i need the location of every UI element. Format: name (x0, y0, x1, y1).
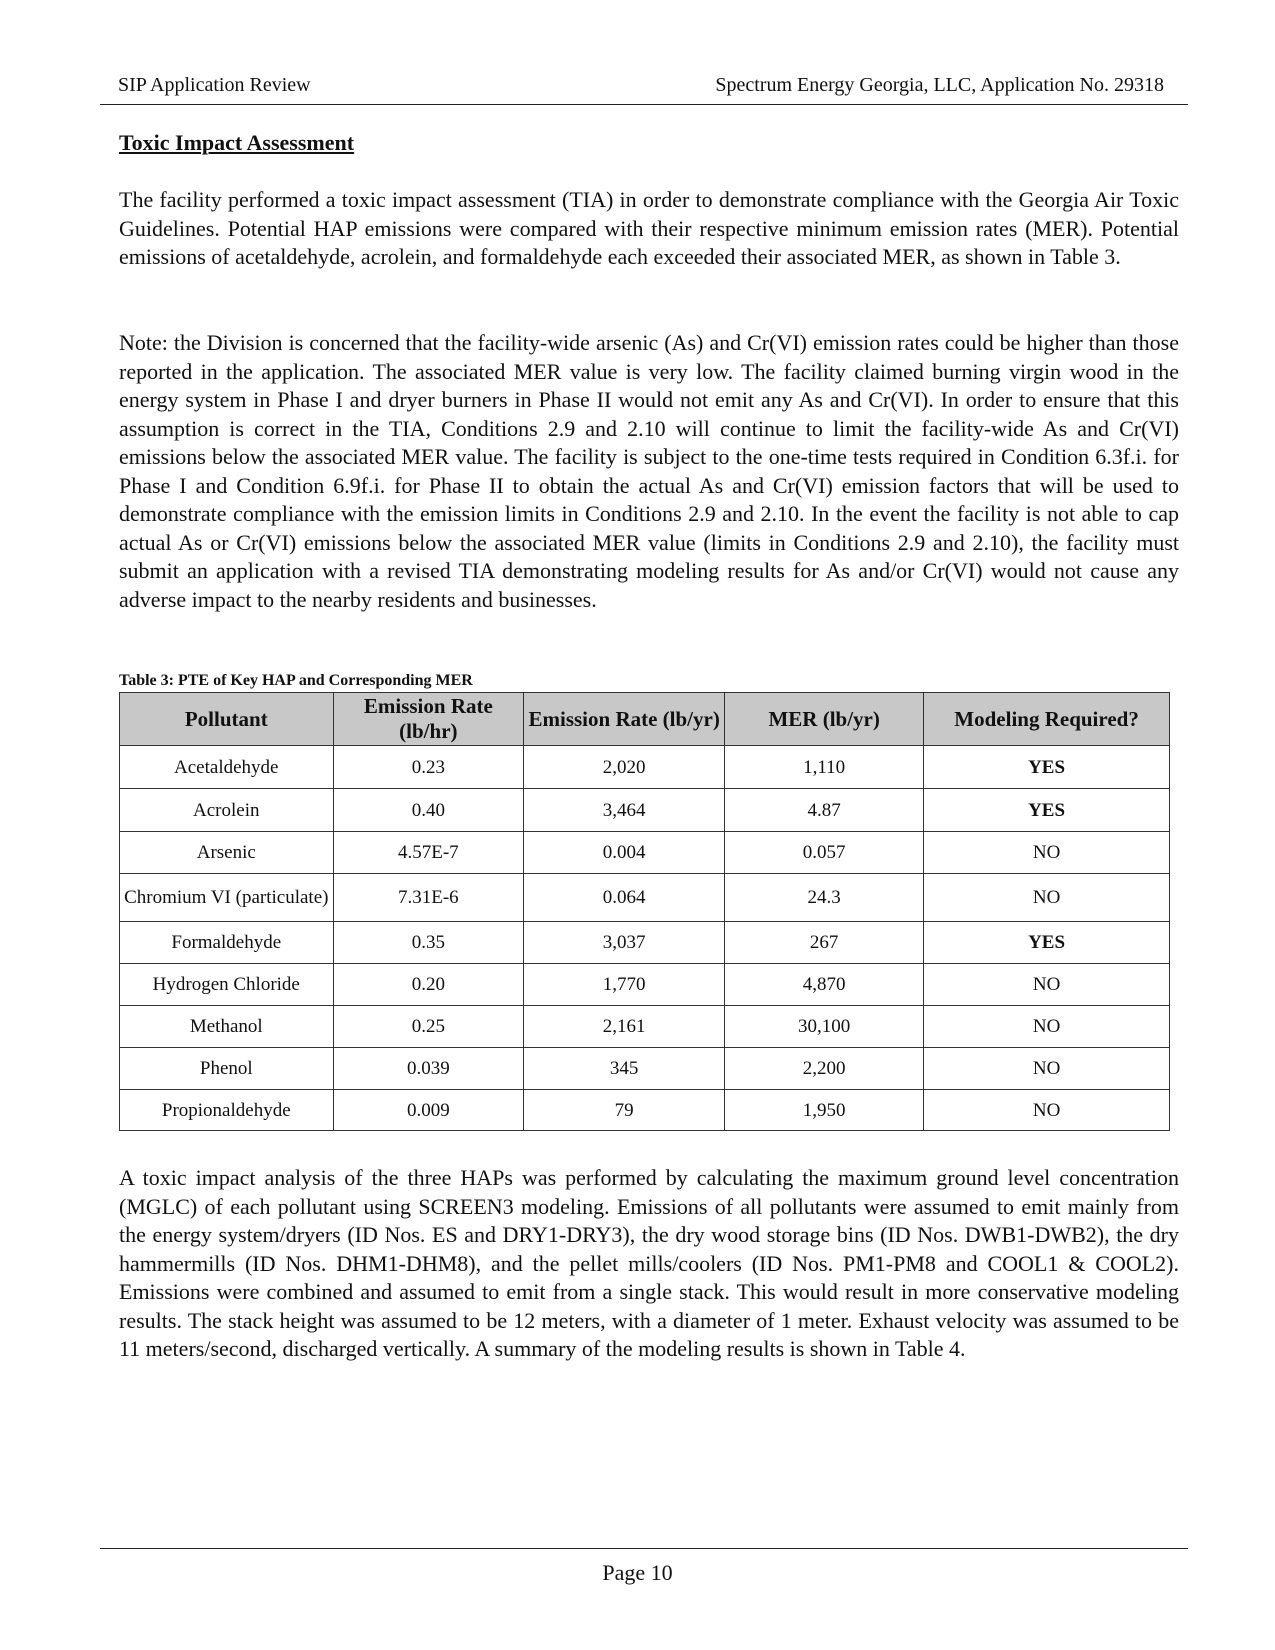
footer-divider (100, 1548, 1188, 1549)
page-number: Page 10 (602, 1560, 673, 1585)
cell-emission-lbyr: 3,037 (524, 922, 725, 964)
table-row (120, 1090, 1170, 1131)
cell-pollutant: Hydrogen Chloride (120, 964, 334, 1006)
cell-emission-lbhr: 0.20 (333, 964, 524, 1006)
cell-modeling-required: NO (924, 964, 1170, 1006)
cell-emission-lbyr: 0.064 (524, 874, 725, 922)
cell-pollutant: Methanol (120, 1006, 334, 1048)
cell-mer: 30,100 (725, 1006, 924, 1048)
cell-modeling-required: NO (924, 1090, 1170, 1131)
cell-pollutant: Formaldehyde (120, 922, 334, 964)
cell-pollutant: Acetaldehyde (120, 746, 334, 789)
col-header-emission-rate-lbhr: Emission Rate (lb/hr) (333, 693, 524, 746)
cell-emission-lbyr: 79 (524, 1090, 725, 1131)
cell-modeling-required: YES (924, 922, 1170, 964)
table-caption: Table 3: PTE of Key HAP and Corresponding MER (119, 672, 473, 689)
cell-emission-lbyr: 0.004 (524, 832, 725, 874)
table-row (120, 874, 1170, 922)
page-header (100, 74, 1188, 105)
cell-modeling-required: NO (924, 1006, 1170, 1048)
cell-emission-lbhr: 0.039 (333, 1048, 524, 1090)
cell-emission-lbhr: 4.57E-7 (333, 832, 524, 874)
cell-mer: 2,200 (725, 1048, 924, 1090)
cell-modeling-required: NO (924, 832, 1170, 874)
cell-modeling-required: YES (924, 746, 1170, 789)
cell-emission-lbyr: 345 (524, 1048, 725, 1090)
col-header-pollutant: Pollutant (120, 693, 334, 746)
header-application-number: Spectrum Energy Georgia, LLC, Application No. 29318 (715, 74, 1164, 96)
cell-modeling-required: NO (924, 1048, 1170, 1090)
cell-emission-lbyr: 1,770 (524, 964, 725, 1006)
cell-emission-lbyr: 2,161 (524, 1006, 725, 1048)
paragraph-division-note: Note: the Division is concerned that the facility-wide arsenic (As) and Cr(VI) emission rates could be higher than those reported in the application. The associated MER value is very low. The facility claimed burning virgin wood in the energy system in Phase I and dryer burners in Phase II would not emit any As and Cr(VI). In order to ensure that this assumption is correct in the TIA, Conditions 2.9 and 2.10 will continue to limit the facility-wide As and Cr(VI) emissions below the associated MER value. The facility is subject to the one-time tests required in Condition 6.3f.i. for Phase I and Condition 6.9f.i. for Phase II to obtain the actual As and Cr(VI) emission factors that will be used to demonstrate compliance with the emission limits in Conditions 2.9 and 2.10. In the event the facility is not able to cap actual As or Cr(VI) emissions below the associated MER value (limits in Conditions 2.9 and 2.10), the facility must submit an application with a revised TIA demonstrating modeling results for As and/or Cr(VI) would not cause any adverse impact to the nearby residents and businesses. (119, 330, 1179, 612)
table-row (120, 789, 1170, 832)
hap-mer-table (119, 692, 1170, 1131)
col-header-emission-rate-lbyr: Emission Rate (lb/yr) (524, 693, 725, 746)
cell-pollutant: Chromium VI (particulate) (120, 874, 334, 922)
table-row (120, 1048, 1170, 1090)
cell-mer: 1,950 (725, 1090, 924, 1131)
table-row (120, 922, 1170, 964)
cell-pollutant: Arsenic (120, 832, 334, 874)
table-row (120, 964, 1170, 1006)
cell-emission-lbyr: 3,464 (524, 789, 725, 832)
cell-emission-lbyr: 2,020 (524, 746, 725, 789)
table-row (120, 1006, 1170, 1048)
cell-mer: 4.87 (725, 789, 924, 832)
cell-modeling-required: NO (924, 874, 1170, 922)
col-header-modeling-required: Modeling Required? (924, 693, 1170, 746)
table-header-row (120, 693, 1170, 746)
table-row (120, 746, 1170, 789)
col-header-mer: MER (lb/yr) (725, 693, 924, 746)
cell-mer: 0.057 (725, 832, 924, 874)
header-document-title: SIP Application Review (118, 74, 311, 96)
cell-pollutant: Phenol (120, 1048, 334, 1090)
cell-emission-lbhr: 0.23 (333, 746, 524, 789)
cell-pollutant: Propionaldehyde (120, 1090, 334, 1131)
cell-mer: 4,870 (725, 964, 924, 1006)
cell-mer: 1,110 (725, 746, 924, 789)
cell-mer: 267 (725, 922, 924, 964)
cell-emission-lbhr: 0.009 (333, 1090, 524, 1131)
cell-emission-lbhr: 7.31E-6 (333, 874, 524, 922)
cell-mer: 24.3 (725, 874, 924, 922)
cell-modeling-required: YES (924, 789, 1170, 832)
cell-emission-lbhr: 0.40 (333, 789, 524, 832)
table-row (120, 832, 1170, 874)
cell-emission-lbhr: 0.35 (333, 922, 524, 964)
cell-pollutant: Acrolein (120, 789, 334, 832)
section-heading: Toxic Impact Assessment (119, 130, 355, 155)
paragraph-toxic-impact-analysis: A toxic impact analysis of the three HAPs was performed by calculating the maximum ground level concentration (MGLC) of each pollutant using SCREEN3 modeling. Emissions of all pollutants were assumed to emit mainly from the energy system/dryers (ID Nos. ES and DRY1-DRY3), the dry wood storage bins (ID Nos. DWB1-DWB2), the dry hammermills (ID Nos. DHM1-DHM8), and the pellet mills/coolers (ID Nos. PM1-PM8 and COOL1 & COOL2). Emissions were combined and assumed to emit from a single stack. This would result in more conservative modeling results. The stack height was assumed to be 12 meters, with a diameter of 1 meter. Exhaust velocity was assumed to be 11 meters/second, discharged vertically. A summary of the modeling results is shown in Table 4. (119, 1165, 1179, 1361)
cell-emission-lbhr: 0.25 (333, 1006, 524, 1048)
paragraph-tia-intro: The facility performed a toxic impact assessment (TIA) in order to demonstrate compliance with the Georgia Air Toxic Guidelines. Potential HAP emissions were compared with their respective minimum emission rates (MER). Potential emissions of acetaldehyde, acrolein, and formaldehyde each exceeded their associated MER, as shown in Table 3. (119, 187, 1179, 269)
